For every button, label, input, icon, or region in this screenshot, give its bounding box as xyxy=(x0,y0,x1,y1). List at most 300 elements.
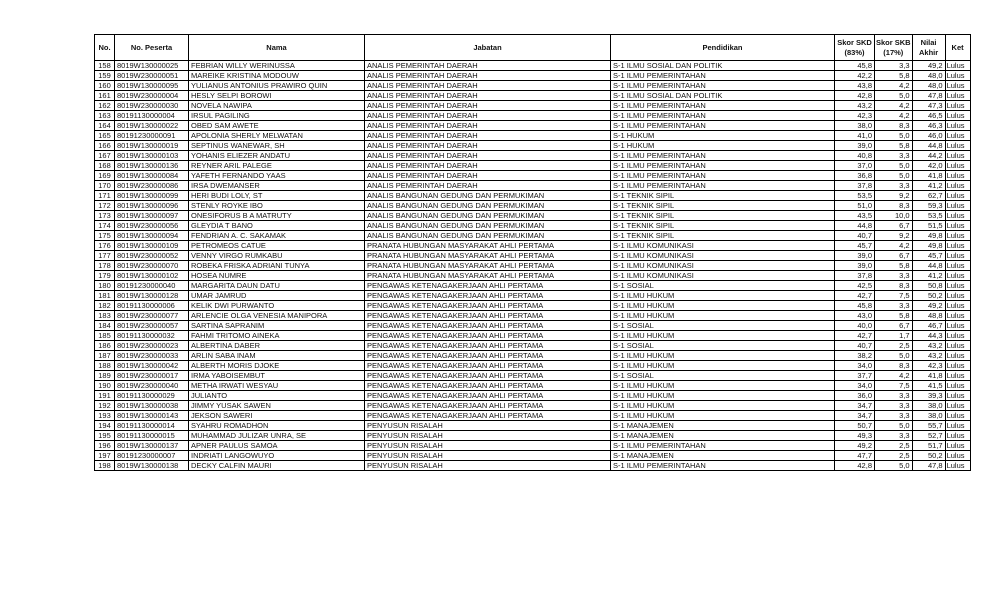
cell-nilai-akhir: 52,7 xyxy=(912,431,945,441)
cell-pendidikan: S-1 ILMU HUKUM xyxy=(611,331,835,341)
cell-nilai-akhir: 44,8 xyxy=(912,261,945,271)
cell-skor-skb: 4,2 xyxy=(875,81,913,91)
cell-no: 167 xyxy=(95,151,115,161)
cell-ket: Lulus xyxy=(945,111,970,121)
cell-nilai-akhir: 49,2 xyxy=(912,301,945,311)
table-row xyxy=(95,241,971,251)
table-row xyxy=(95,431,971,441)
cell-jabatan: PENYUSUN RISALAH xyxy=(365,431,611,441)
cell-pendidikan: S-1 ILMU HUKUM xyxy=(611,291,835,301)
cell-skor-skb: 5,8 xyxy=(875,311,913,321)
cell-no-peserta: 8019W130000095 xyxy=(115,81,189,91)
cell-no-peserta: 8019W230000077 xyxy=(115,311,189,321)
cell-no-peserta: 8019W130000137 xyxy=(115,441,189,451)
cell-skor-skb: 3,3 xyxy=(875,181,913,191)
cell-skor-skd: 49,3 xyxy=(835,431,875,441)
cell-jabatan: ANALIS PEMERINTAH DAERAH xyxy=(365,111,611,121)
cell-pendidikan: S-1 ILMU KOMUNIKASI xyxy=(611,261,835,271)
cell-nama: APNER PAULUS SAMOA xyxy=(189,441,365,451)
cell-ket: Lulus xyxy=(945,421,970,431)
table-row xyxy=(95,391,971,401)
cell-ket: Lulus xyxy=(945,171,970,181)
cell-pendidikan: S-1 ILMU PEMERINTAHAN xyxy=(611,441,835,451)
table-row xyxy=(95,261,971,271)
cell-skor-skd: 40,7 xyxy=(835,341,875,351)
cell-no-peserta: 8019W130000097 xyxy=(115,211,189,221)
table-row xyxy=(95,421,971,431)
cell-nilai-akhir: 46,0 xyxy=(912,131,945,141)
cell-jabatan: PENGAWAS KETENAGAKERJAAN AHLI PERTAMA xyxy=(365,401,611,411)
table-row xyxy=(95,291,971,301)
cell-nilai-akhir: 44,8 xyxy=(912,141,945,151)
cell-pendidikan: S-1 ILMU PEMERINTAHAN xyxy=(611,121,835,131)
cell-skor-skb: 3,3 xyxy=(875,401,913,411)
cell-ket: Lulus xyxy=(945,441,970,451)
cell-skor-skd: 43,0 xyxy=(835,311,875,321)
cell-jabatan: PENGAWAS KETENAGAKERJAAN AHLI PERTAMA xyxy=(365,351,611,361)
cell-jabatan: PENYUSUN RISALAH xyxy=(365,441,611,451)
cell-nilai-akhir: 43,2 xyxy=(912,341,945,351)
cell-skor-skb: 9,2 xyxy=(875,191,913,201)
cell-jabatan: PENGAWAS KETENAGAKERJAAN AHLI PERTAMA xyxy=(365,381,611,391)
cell-no: 163 xyxy=(95,111,115,121)
cell-jabatan: PRANATA HUBUNGAN MASYARAKAT AHLI PERTAMA xyxy=(365,261,611,271)
cell-no-peserta: 80191130000004 xyxy=(115,111,189,121)
cell-no: 182 xyxy=(95,301,115,311)
cell-skor-skd: 45,8 xyxy=(835,61,875,71)
cell-no: 198 xyxy=(95,461,115,471)
cell-skor-skd: 47,7 xyxy=(835,451,875,461)
cell-skor-skb: 5,0 xyxy=(875,461,913,471)
cell-no-peserta: 8019W130000084 xyxy=(115,171,189,181)
cell-skor-skd: 38,2 xyxy=(835,351,875,361)
cell-jabatan: PENYUSUN RISALAH xyxy=(365,421,611,431)
cell-skor-skb: 8,3 xyxy=(875,281,913,291)
cell-skor-skb: 3,3 xyxy=(875,431,913,441)
cell-skor-skb: 5,0 xyxy=(875,161,913,171)
cell-ket: Lulus xyxy=(945,361,970,371)
cell-no: 170 xyxy=(95,181,115,191)
cell-skor-skb: 4,2 xyxy=(875,371,913,381)
cell-ket: Lulus xyxy=(945,131,970,141)
cell-nilai-akhir: 38,0 xyxy=(912,401,945,411)
table-row xyxy=(95,251,971,261)
cell-pendidikan: S-1 ILMU PEMERINTAHAN xyxy=(611,151,835,161)
cell-pendidikan: S-1 ILMU HUKUM xyxy=(611,391,835,401)
cell-nilai-akhir: 42,0 xyxy=(912,161,945,171)
cell-nilai-akhir: 47,8 xyxy=(912,91,945,101)
table-row xyxy=(95,81,971,91)
cell-ket: Lulus xyxy=(945,251,970,261)
cell-ket: Lulus xyxy=(945,451,970,461)
cell-skor-skd: 49,2 xyxy=(835,441,875,451)
cell-jabatan: PENGAWAS KETENAGAKERJAAN AHLI PERTAMA xyxy=(365,301,611,311)
cell-nama: VENNY VIRGO RUMKABU xyxy=(189,251,365,261)
cell-pendidikan: S-1 ILMU KOMUNIKASI xyxy=(611,241,835,251)
header-jabatan: Jabatan xyxy=(365,35,611,61)
table-row xyxy=(95,181,971,191)
cell-jabatan: ANALIS PEMERINTAH DAERAH xyxy=(365,161,611,171)
table-row xyxy=(95,201,971,211)
cell-skor-skb: 3,3 xyxy=(875,151,913,161)
cell-jabatan: PENGAWAS KETENAGAKERJAAN AHLI PERTAMA xyxy=(365,311,611,321)
cell-pendidikan: S-1 TEKNIK SIPIL xyxy=(611,231,835,241)
cell-skor-skd: 45,7 xyxy=(835,241,875,251)
cell-no: 197 xyxy=(95,451,115,461)
cell-pendidikan: S-1 ILMU HUKUM xyxy=(611,351,835,361)
cell-no: 176 xyxy=(95,241,115,251)
table-row xyxy=(95,311,971,321)
cell-skor-skd: 37,0 xyxy=(835,161,875,171)
cell-ket: Lulus xyxy=(945,201,970,211)
cell-pendidikan: S-1 MANAJEMEN xyxy=(611,451,835,461)
cell-no-peserta: 8019W230000030 xyxy=(115,101,189,111)
cell-no: 192 xyxy=(95,401,115,411)
cell-pendidikan: S-1 ILMU HUKUM xyxy=(611,361,835,371)
cell-no: 180 xyxy=(95,281,115,291)
cell-no: 173 xyxy=(95,211,115,221)
cell-pendidikan: S-1 ILMU KOMUNIKASI xyxy=(611,251,835,261)
cell-nilai-akhir: 42,3 xyxy=(912,361,945,371)
cell-no: 189 xyxy=(95,371,115,381)
cell-no: 165 xyxy=(95,131,115,141)
cell-no: 188 xyxy=(95,361,115,371)
table-row xyxy=(95,351,971,361)
cell-nama: KELIK DWI PURWANTO xyxy=(189,301,365,311)
cell-ket: Lulus xyxy=(945,71,970,81)
cell-no-peserta: 8019W230000017 xyxy=(115,371,189,381)
cell-no: 159 xyxy=(95,71,115,81)
cell-skor-skb: 7,5 xyxy=(875,381,913,391)
cell-nama: SYAHRU ROMADHON xyxy=(189,421,365,431)
cell-nama: FAHMI TRITOMO AINEKA xyxy=(189,331,365,341)
cell-nama: IRSUL PAGILING xyxy=(189,111,365,121)
cell-pendidikan: S-1 MANAJEMEN xyxy=(611,421,835,431)
cell-pendidikan: S-1 ILMU PEMERINTAHAN xyxy=(611,111,835,121)
cell-pendidikan: S-1 ILMU PEMERINTAHAN xyxy=(611,171,835,181)
cell-nilai-akhir: 50,8 xyxy=(912,281,945,291)
cell-skor-skd: 42,2 xyxy=(835,71,875,81)
cell-pendidikan: S-1 ILMU SOSIAL DAN POLITIK xyxy=(611,61,835,71)
cell-skor-skd: 40,0 xyxy=(835,321,875,331)
cell-nama: JEKSON SAWERI xyxy=(189,411,365,421)
cell-ket: Lulus xyxy=(945,211,970,221)
cell-nilai-akhir: 51,7 xyxy=(912,441,945,451)
cell-nilai-akhir: 50,2 xyxy=(912,291,945,301)
cell-ket: Lulus xyxy=(945,91,970,101)
cell-pendidikan: S-1 MANAJEMEN xyxy=(611,431,835,441)
cell-nama: REYNER ARIL PALEGE xyxy=(189,161,365,171)
cell-no: 177 xyxy=(95,251,115,261)
cell-ket: Lulus xyxy=(945,411,970,421)
cell-nama: FENDRIAN A. C. SAKAMAK xyxy=(189,231,365,241)
cell-jabatan: ANALIS BANGUNAN GEDUNG DAN PERMUKIMAN xyxy=(365,201,611,211)
cell-pendidikan: S-1 SOSIAL xyxy=(611,341,835,351)
cell-jabatan: PRANATA HUBUNGAN MASYARAKAT AHLI PERTAMA xyxy=(365,241,611,251)
cell-jabatan: PENGAWAS KETENAGAKERJAAN AHLI PERTAMA xyxy=(365,331,611,341)
cell-skor-skd: 41,0 xyxy=(835,131,875,141)
table-row xyxy=(95,361,971,371)
cell-nama: GLEYDIA T BANO xyxy=(189,221,365,231)
cell-no: 186 xyxy=(95,341,115,351)
cell-no: 183 xyxy=(95,311,115,321)
table-row xyxy=(95,331,971,341)
cell-skor-skb: 6,7 xyxy=(875,221,913,231)
results-table xyxy=(94,34,971,471)
cell-nama: HESLY SELPI BOROWI xyxy=(189,91,365,101)
cell-nilai-akhir: 48,0 xyxy=(912,81,945,91)
cell-no-peserta: 8019W130000042 xyxy=(115,361,189,371)
table-row xyxy=(95,281,971,291)
cell-skor-skb: 5,8 xyxy=(875,261,913,271)
cell-ket: Lulus xyxy=(945,351,970,361)
table-row xyxy=(95,231,971,241)
cell-pendidikan: S-1 SOSIAL xyxy=(611,371,835,381)
cell-pendidikan: S-1 TEKNIK SIPIL xyxy=(611,221,835,231)
cell-no-peserta: 8019W130000094 xyxy=(115,231,189,241)
header-skor-skd xyxy=(835,35,875,61)
cell-skor-skb: 3,3 xyxy=(875,411,913,421)
header-no-peserta: No. Peserta xyxy=(115,35,189,61)
cell-nama: MARGARITA DAUN DATU xyxy=(189,281,365,291)
cell-no-peserta: 8019W230000056 xyxy=(115,221,189,231)
cell-nama: ARLIN SABA INAM xyxy=(189,351,365,361)
cell-no-peserta: 80191130000029 xyxy=(115,391,189,401)
cell-no-peserta: 8019W230000040 xyxy=(115,381,189,391)
cell-pendidikan: S-1 ILMU KOMUNIKASI xyxy=(611,271,835,281)
cell-no-peserta: 8019W230000033 xyxy=(115,351,189,361)
cell-nilai-akhir: 41,2 xyxy=(912,181,945,191)
cell-skor-skd: 42,5 xyxy=(835,281,875,291)
cell-skor-skb: 4,2 xyxy=(875,241,913,251)
cell-no: 194 xyxy=(95,421,115,431)
cell-no: 164 xyxy=(95,121,115,131)
cell-skor-skb: 3,3 xyxy=(875,391,913,401)
cell-jabatan: PENGAWAS KETENAGAKERJAAN AHLI PERTAMA xyxy=(365,321,611,331)
cell-skor-skd: 43,5 xyxy=(835,211,875,221)
cell-skor-skd: 42,7 xyxy=(835,331,875,341)
cell-pendidikan: S-1 ILMU SOSIAL DAN POLITIK xyxy=(611,91,835,101)
cell-skor-skb: 10,0 xyxy=(875,211,913,221)
table-row xyxy=(95,191,971,201)
cell-nama: SARTINA SAPRANIM xyxy=(189,321,365,331)
cell-ket: Lulus xyxy=(945,241,970,251)
cell-skor-skd: 51,0 xyxy=(835,201,875,211)
table-row xyxy=(95,61,971,71)
cell-no: 179 xyxy=(95,271,115,281)
cell-skor-skb: 2,5 xyxy=(875,341,913,351)
cell-skor-skb: 8,3 xyxy=(875,201,913,211)
cell-skor-skb: 2,5 xyxy=(875,451,913,461)
cell-no-peserta: 8019W130000022 xyxy=(115,121,189,131)
cell-no: 193 xyxy=(95,411,115,421)
cell-nama: ALBERTH MORIS DJOKE xyxy=(189,361,365,371)
cell-nilai-akhir: 46,5 xyxy=(912,111,945,121)
table-body xyxy=(95,61,971,471)
cell-nama: MAREIKE KRISTINA MODOUW xyxy=(189,71,365,81)
cell-no-peserta: 80191130000032 xyxy=(115,331,189,341)
header-no: No. xyxy=(95,35,115,61)
table-row xyxy=(95,301,971,311)
cell-no-peserta: 8019W230000004 xyxy=(115,91,189,101)
cell-nilai-akhir: 48,0 xyxy=(912,71,945,81)
cell-nilai-akhir: 55,7 xyxy=(912,421,945,431)
cell-skor-skd: 37,8 xyxy=(835,271,875,281)
cell-no: 161 xyxy=(95,91,115,101)
cell-jabatan: PENGAWAS KETENAGAKERJAAN AHLI PERTAMA xyxy=(365,281,611,291)
cell-pendidikan: S-1 TEKNIK SIPIL xyxy=(611,191,835,201)
cell-no-peserta: 8019W130000102 xyxy=(115,271,189,281)
cell-nama: INDRIATI LANGOWUYO xyxy=(189,451,365,461)
header-ket: Ket xyxy=(945,35,970,61)
cell-pendidikan: S-1 ILMU HUKUM xyxy=(611,301,835,311)
cell-nilai-akhir: 46,7 xyxy=(912,321,945,331)
cell-skor-skb: 3,3 xyxy=(875,61,913,71)
cell-ket: Lulus xyxy=(945,81,970,91)
cell-jabatan: PENGAWAS KETENAGAKERJAAN AHLI PERTAMA xyxy=(365,371,611,381)
cell-nilai-akhir: 45,7 xyxy=(912,251,945,261)
cell-ket: Lulus xyxy=(945,191,970,201)
table-row xyxy=(95,211,971,221)
table-row xyxy=(95,401,971,411)
cell-nama: OBED SAM AWETE xyxy=(189,121,365,131)
cell-nilai-akhir: 62,7 xyxy=(912,191,945,201)
cell-no: 185 xyxy=(95,331,115,341)
cell-ket: Lulus xyxy=(945,181,970,191)
cell-nilai-akhir: 49,2 xyxy=(912,61,945,71)
cell-nilai-akhir: 47,3 xyxy=(912,101,945,111)
cell-ket: Lulus xyxy=(945,461,970,471)
cell-no-peserta: 80191130000014 xyxy=(115,421,189,431)
cell-no-peserta: 8019W130000136 xyxy=(115,161,189,171)
cell-nama: NOVELA NAWIPA xyxy=(189,101,365,111)
cell-nama: YULIANUS ANTONIUS PRAWIRO QUIN xyxy=(189,81,365,91)
cell-pendidikan: S-1 ILMU PEMERINTAHAN xyxy=(611,81,835,91)
cell-skor-skb: 5,8 xyxy=(875,71,913,81)
cell-skor-skb: 4,2 xyxy=(875,111,913,121)
header-skor-skd-line2: (83%) xyxy=(844,47,865,57)
cell-skor-skd: 40,7 xyxy=(835,231,875,241)
cell-nama: YOHANIS ELIEZER ANDATU xyxy=(189,151,365,161)
cell-no: 175 xyxy=(95,231,115,241)
cell-jabatan: ANALIS BANGUNAN GEDUNG DAN PERMUKIMAN xyxy=(365,231,611,241)
cell-skor-skd: 53,5 xyxy=(835,191,875,201)
cell-skor-skd: 39,0 xyxy=(835,261,875,271)
cell-jabatan: ANALIS BANGUNAN GEDUNG DAN PERMUKIMAN xyxy=(365,191,611,201)
header-pendidikan: Pendidikan xyxy=(611,35,835,61)
cell-skor-skb: 3,3 xyxy=(875,301,913,311)
cell-nama: IRMA YABOISEMBUT xyxy=(189,371,365,381)
cell-jabatan: ANALIS PEMERINTAH DAERAH xyxy=(365,181,611,191)
cell-no-peserta: 8019W130000038 xyxy=(115,401,189,411)
cell-pendidikan: S-1 HUKUM xyxy=(611,131,835,141)
cell-no: 181 xyxy=(95,291,115,301)
cell-no: 169 xyxy=(95,171,115,181)
cell-ket: Lulus xyxy=(945,291,970,301)
cell-jabatan: PENYUSUN RISALAH xyxy=(365,451,611,461)
cell-jabatan: ANALIS PEMERINTAH DAERAH xyxy=(365,131,611,141)
cell-nama: JIMMY YUSAK SAWEN xyxy=(189,401,365,411)
cell-ket: Lulus xyxy=(945,301,970,311)
cell-skor-skb: 5,0 xyxy=(875,131,913,141)
cell-skor-skb: 4,2 xyxy=(875,101,913,111)
cell-no-peserta: 8019W130000025 xyxy=(115,61,189,71)
cell-jabatan: ANALIS PEMERINTAH DAERAH xyxy=(365,61,611,71)
cell-ket: Lulus xyxy=(945,371,970,381)
cell-nilai-akhir: 44,3 xyxy=(912,331,945,341)
cell-ket: Lulus xyxy=(945,121,970,131)
cell-no: 172 xyxy=(95,201,115,211)
table-row xyxy=(95,161,971,171)
cell-nama: METHA IRWATI WESYAU xyxy=(189,381,365,391)
cell-nilai-akhir: 44,2 xyxy=(912,151,945,161)
cell-pendidikan: S-1 SOSIAL xyxy=(611,281,835,291)
header-skor-skb-line2: (17%) xyxy=(883,47,904,57)
cell-skor-skb: 2,5 xyxy=(875,441,913,451)
cell-skor-skd: 39,0 xyxy=(835,141,875,151)
cell-skor-skd: 43,8 xyxy=(835,81,875,91)
cell-skor-skd: 38,0 xyxy=(835,121,875,131)
cell-ket: Lulus xyxy=(945,141,970,151)
cell-skor-skd: 34,7 xyxy=(835,401,875,411)
cell-nama: ARLENCIE OLGA VENESIA MANIPORA xyxy=(189,311,365,321)
cell-skor-skb: 1,7 xyxy=(875,331,913,341)
cell-skor-skb: 3,3 xyxy=(875,271,913,281)
table-row xyxy=(95,71,971,81)
cell-nilai-akhir: 50,2 xyxy=(912,451,945,461)
table-row xyxy=(95,461,971,471)
cell-skor-skd: 34,0 xyxy=(835,361,875,371)
cell-jabatan: PENGAWAS KETENAGAKERJAAN AHLI PERTAMA xyxy=(365,341,611,351)
cell-no: 174 xyxy=(95,221,115,231)
cell-no-peserta: 8019W130000099 xyxy=(115,191,189,201)
cell-skor-skb: 8,3 xyxy=(875,121,913,131)
cell-nama: STENLY ROYKE IBO xyxy=(189,201,365,211)
cell-nama: ALBERTINA DABER xyxy=(189,341,365,351)
cell-jabatan: ANALIS PEMERINTAH DAERAH xyxy=(365,151,611,161)
cell-nilai-akhir: 47,8 xyxy=(912,461,945,471)
cell-jabatan: PENGAWAS KETENAGAKERJAAN AHLI PERTAMA xyxy=(365,361,611,371)
cell-nilai-akhir: 39,3 xyxy=(912,391,945,401)
cell-skor-skd: 42,8 xyxy=(835,91,875,101)
results-sheet xyxy=(94,34,971,471)
cell-jabatan: PRANATA HUBUNGAN MASYARAKAT AHLI PERTAMA xyxy=(365,251,611,261)
cell-no: 196 xyxy=(95,441,115,451)
cell-no-peserta: 8019W230000023 xyxy=(115,341,189,351)
cell-pendidikan: S-1 ILMU HUKUM xyxy=(611,401,835,411)
table-row xyxy=(95,441,971,451)
table-row xyxy=(95,171,971,181)
cell-no: 162 xyxy=(95,101,115,111)
cell-nilai-akhir: 38,0 xyxy=(912,411,945,421)
cell-ket: Lulus xyxy=(945,61,970,71)
cell-no: 191 xyxy=(95,391,115,401)
table-row xyxy=(95,451,971,461)
cell-no: 160 xyxy=(95,81,115,91)
header-nama: Nama xyxy=(189,35,365,61)
cell-nilai-akhir: 46,3 xyxy=(912,121,945,131)
header-nilai-akhir-line2: Akhir xyxy=(919,47,939,57)
cell-skor-skb: 9,2 xyxy=(875,231,913,241)
cell-pendidikan: S-1 ILMU PEMERINTAHAN xyxy=(611,71,835,81)
cell-nilai-akhir: 41,8 xyxy=(912,371,945,381)
cell-skor-skd: 42,7 xyxy=(835,291,875,301)
header-skor-skd-line1: Skor SKD xyxy=(837,37,872,47)
table-row xyxy=(95,411,971,421)
cell-jabatan: ANALIS PEMERINTAH DAERAH xyxy=(365,71,611,81)
cell-no: 178 xyxy=(95,261,115,271)
cell-nama: MUHAMMAD JULIZAR UNRA, SE xyxy=(189,431,365,441)
